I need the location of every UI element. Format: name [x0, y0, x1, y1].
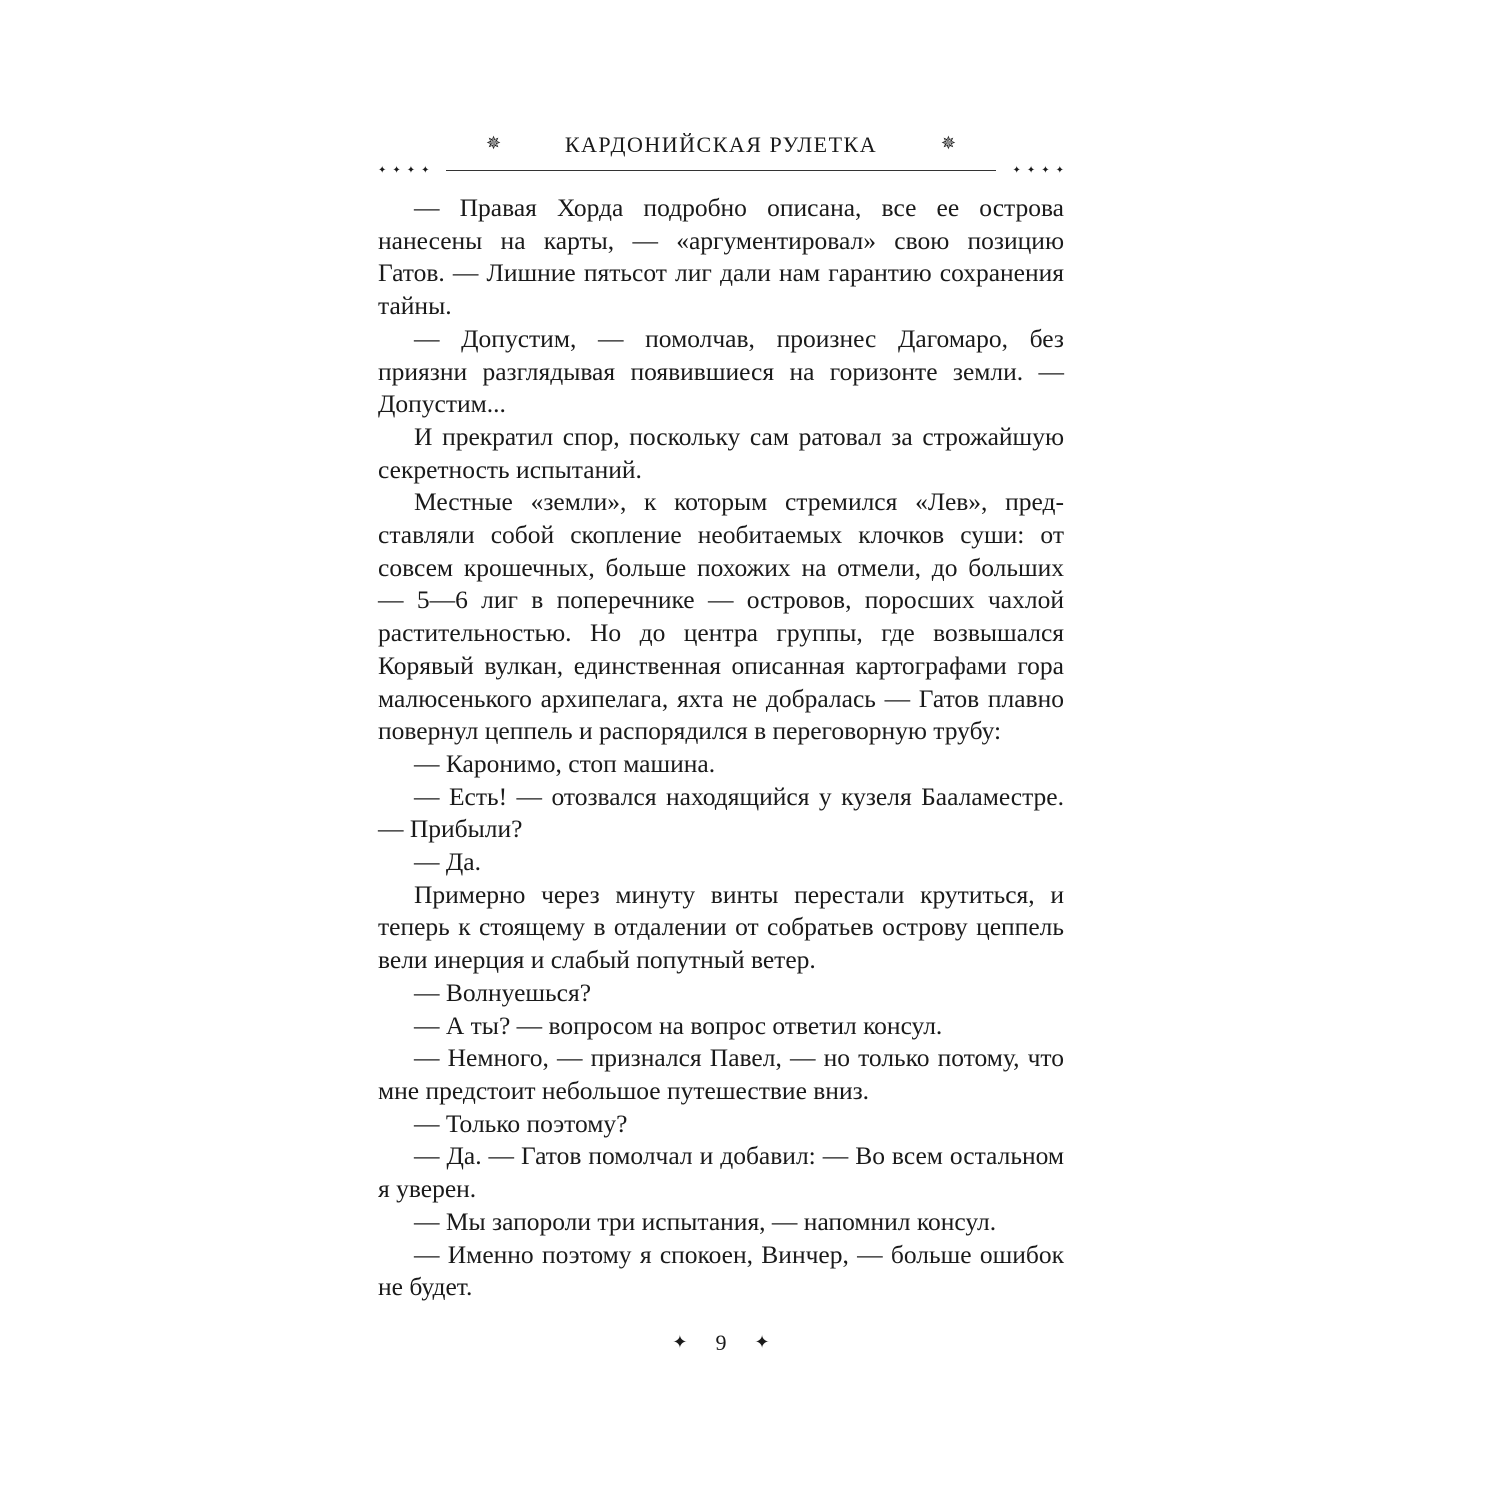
paragraph: — Правая Хорда подробно описана, все ее острова нанесены на карты, — «аргументировал» свою позицию Гатов. — Лишние пятьсот лиг дали нам гарантию сохранения тайны. — [378, 193, 1064, 321]
page-number: 9 — [715, 1330, 727, 1355]
running-head-title: КАРДОНИЙСКАЯ РУЛЕТКА — [564, 132, 878, 157]
paragraph: — Допустим, — помолчав, произнес Дагомаро, без приязни разглядывая появившиеся на горизонте земли. — Допустим... — [378, 323, 1064, 419]
folio — [378, 1330, 1064, 1356]
book-page — [378, 128, 1070, 1408]
header-rule — [378, 165, 1070, 178]
body-text — [378, 192, 1064, 1304]
paragraph: — Только поэтому? — [414, 1108, 628, 1138]
paragraph: Местные «земли», к которым стремился «Лев», представляли собой скопление необитаемых клочков суши: от совсем крошечных, больше похожих на отмели, до больших — 5—6 лиг в поперечнике — островов, поросших чахлой растительностью. Но до центра группы, где возвышался Корявый вулкан, единственная описанная картографами гора малюсенького архипелага, яхта не добралась — Гатов плавно повернул цеппель и распорядился в переговорную трубу: — [378, 487, 1064, 746]
paragraph: — Да. — [414, 847, 481, 877]
header-ornament-left-icon: ✵ — [486, 133, 502, 153]
header-rule-line — [446, 170, 996, 171]
paragraph: И прекратил спор, поскольку сам ратовал за строжайшую секретность испытаний. — [378, 421, 1064, 484]
paragraph: — Волнуешься? — [414, 977, 592, 1007]
paragraph: — Да. — Гатов помолчал и добавил: — Во всем остальном я уверен. — [378, 1141, 1064, 1204]
folio-ornament-left-icon: ✦ — [672, 1332, 688, 1352]
paragraph: Примерно через минуту винты перестали крутиться, и теперь к стоящему в отдалении от собратьев острову цеппель вели инерция и слабый попутный ветер. — [378, 879, 1064, 975]
paragraph: — Каронимо, стоп машина. — [414, 748, 716, 778]
rule-dots-right-icon: ✦✦✦✦ — [1012, 165, 1070, 176]
paragraph: — Есть! — отозвался находящийся у кузеля Бааламестре. — Прибыли? — [378, 781, 1064, 844]
running-head — [378, 128, 1070, 180]
header-ornament-right-icon: ✵ — [940, 133, 956, 153]
paragraph: — Мы запороли три испытания, — напомнил консул. — [414, 1206, 997, 1236]
folio-ornament-right-icon: ✦ — [754, 1332, 770, 1352]
rule-dots-left-icon: ✦✦✦✦ — [378, 165, 436, 176]
paragraph: — А ты? — вопросом на вопрос ответил консул. — [414, 1010, 943, 1040]
paragraph: — Немного, — признался Павел, — но только потому, что мне предстоит небольшое путешествие вниз. — [378, 1043, 1064, 1105]
paragraph: — Именно поэтому я спокоен, Винчер, — больше ошибок не будет. — [378, 1239, 1064, 1302]
